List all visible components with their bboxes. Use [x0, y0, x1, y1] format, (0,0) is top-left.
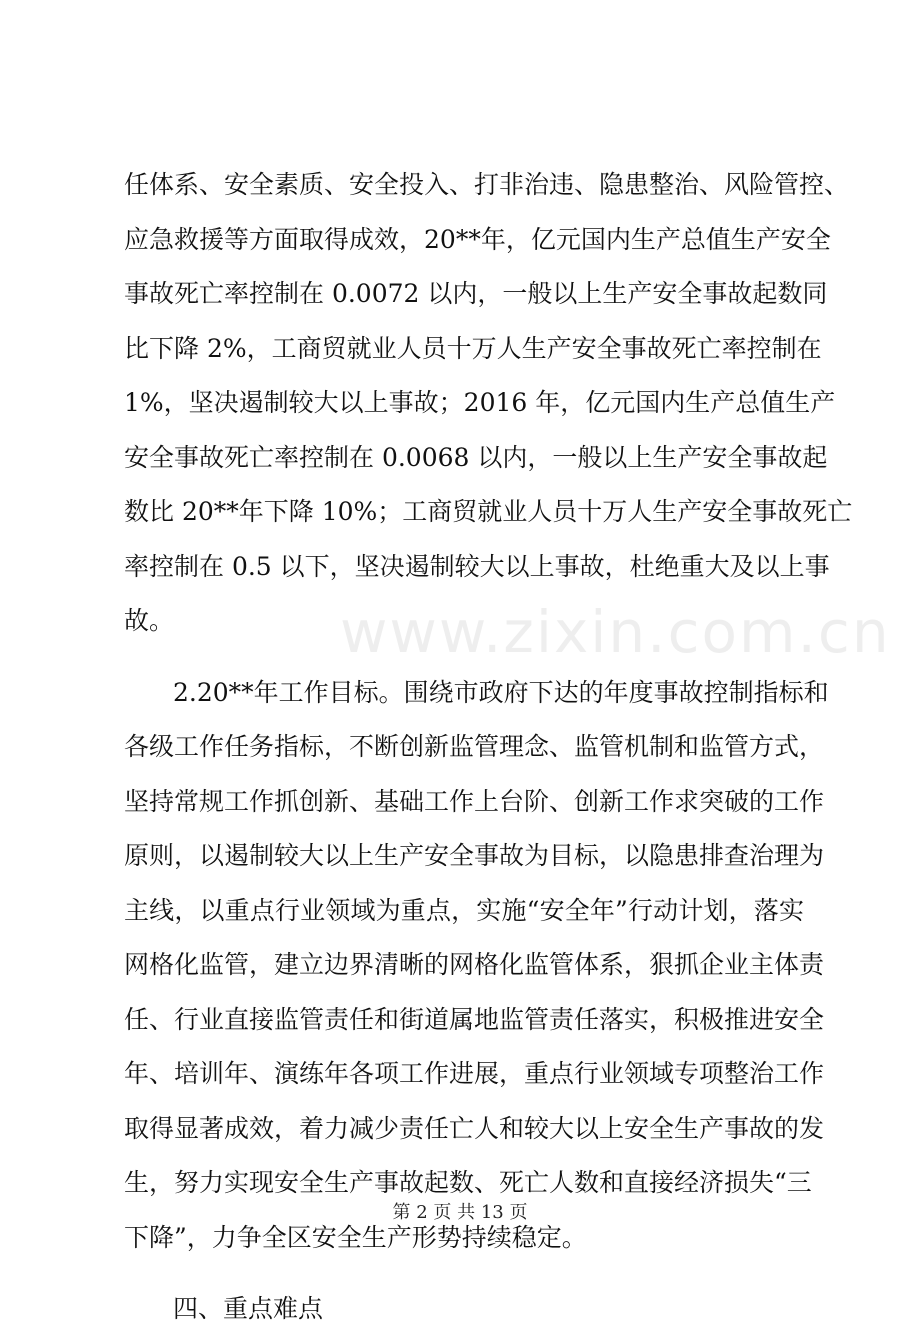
paragraph-work-goals	[124, 666, 829, 1266]
text-line: 生，努力实现安全生产事故起数、死亡人数和直接经济损失“三	[124, 1168, 812, 1197]
text-line: 2.20**年工作目标。围绕市政府下达的年度事故控制指标和	[173, 677, 829, 707]
text-line: 数比 20**年下降 10%；工商贸就业人员十万人生产安全事故死亡	[124, 497, 853, 526]
text-line: 原则，以遏制较大以上生产安全事故为目标，以隐患排查治理为	[124, 841, 825, 870]
section-heading: 四、重点难点	[173, 1294, 324, 1323]
text-line: 各级工作任务指标，不断创新监管理念、监管机制和监管方式，	[124, 732, 825, 761]
text-line: 应急救援等方面取得成效，20**年，亿元国内生产总值生产安全	[124, 224, 831, 254]
text-line: 故。	[124, 606, 175, 635]
text-line: 下降”，力争全区安全生产形势持续稳定。	[124, 1222, 587, 1252]
text-line: 安全事故死亡率控制在 0.0068 以内，一般以上生产安全事故起	[124, 442, 828, 472]
text-line: 比下降 2%，工商贸就业人员十万人生产安全事故死亡率控制在	[124, 333, 822, 363]
text-line: 率控制在 0.5 以下，坚决遏制较大以上事故，杜绝重大及以上事	[124, 551, 830, 581]
text-line: 主线，以重点行业领域为重点，实施“安全年”行动计划，落实	[124, 895, 804, 925]
page-number-footer: 第 2 页 共 13 页	[392, 1202, 528, 1223]
text-line: 网格化监管，建立边界清晰的网格化监管体系，狠抓企业主体责	[124, 950, 825, 979]
text-line: 事故死亡率控制在 0.0072 以内，一般以上生产安全事故起数同	[124, 279, 828, 308]
text-line: 取得显著成效，着力减少责任亡人和较大以上安全生产事故的发	[124, 1113, 825, 1143]
text-line: 任、行业直接监管责任和街道属地监管责任落实，积极推进安全	[124, 1004, 825, 1034]
watermark: www.zixin.com.cn	[340, 598, 891, 666]
text-line: 年、培训年、演练年各项工作进展，重点行业领域专项整治工作	[124, 1059, 825, 1088]
text-line: 坚持常规工作抓创新、基础工作上台阶、创新工作求突破的工作	[124, 786, 825, 816]
text-line: 任体系、安全素质、安全投入、打非治违、隐患整治、风险管控、	[124, 170, 850, 199]
text-line: 1%，坚决遏制较大以上事故；2016 年，亿元国内生产总值生产	[124, 388, 836, 417]
paragraph-continuation	[124, 158, 853, 649]
document-body	[124, 158, 853, 1337]
